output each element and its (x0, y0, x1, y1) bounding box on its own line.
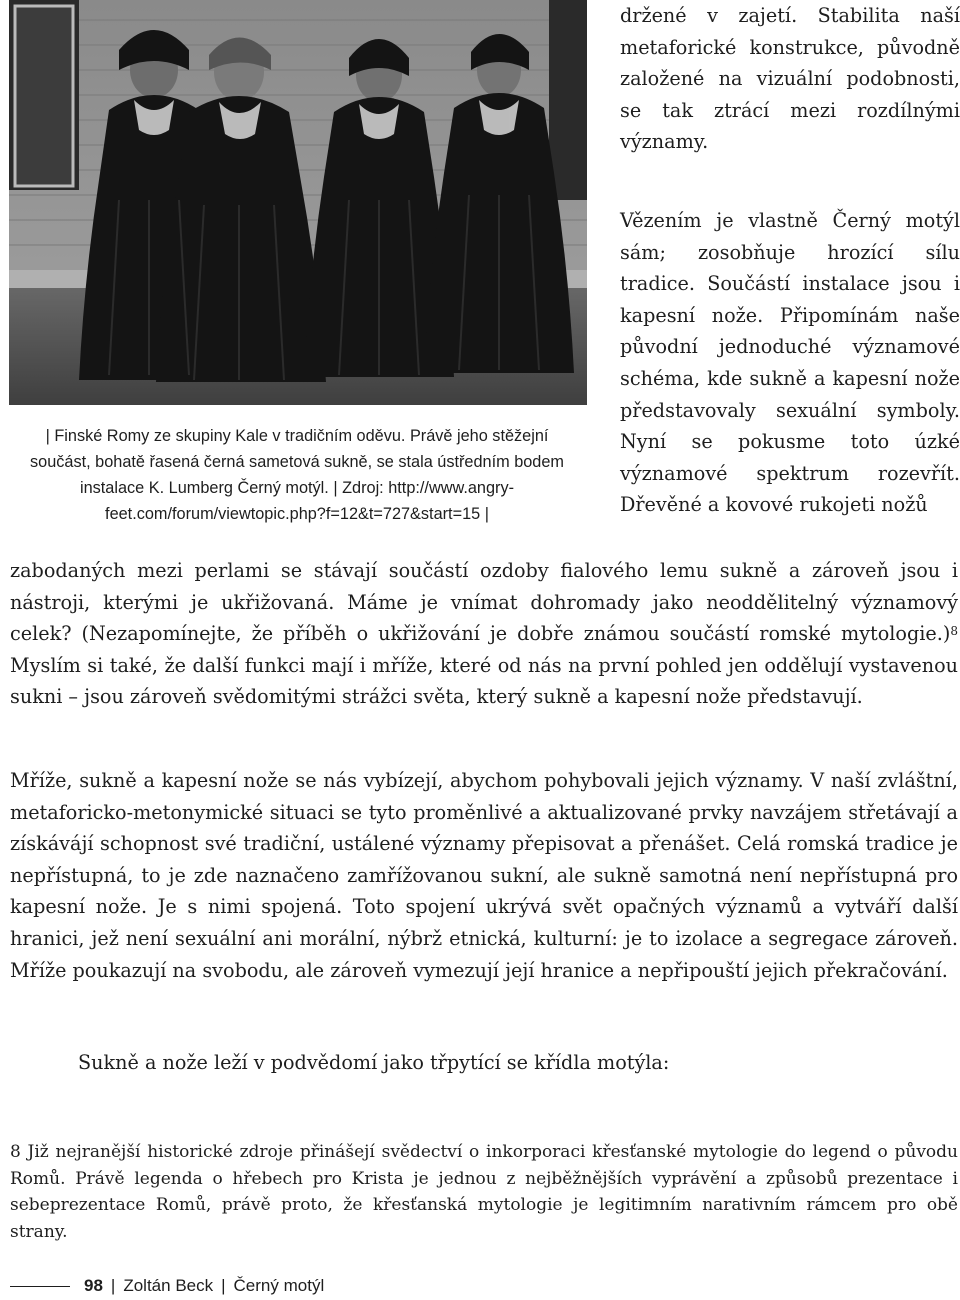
footnote: 8 Již nejranější historické zdroje přinášejí svědectví o inkorporaci křesťanské mytologie do legend o původu Romů. Právě legenda o hřebech pro Krista je jednou z nejběžnějších vyprávění a způsobů prezentace i sebeprezentace Romů, právě proto, že křesťanská mytologie je legitimním narativním rámcem pro obě strany. (10, 1142, 958, 1242)
paragraph-3: Sukně a nože leží v podvědomí jako třpytící se křídla motýla: (78, 1051, 670, 1074)
page-footer (10, 1272, 332, 1300)
footer-author: Zoltán Beck (123, 1276, 214, 1295)
footnote-reference: 8 (950, 624, 958, 639)
footer-rule (10, 1286, 70, 1287)
paragraph-1-text-b: Myslím si také, že další funkci mají i mříže, které od nás na první pohled jen oddělují vystavenou sukni – jsou zároveň svědomitými strážci světa, který sukně a kapesní nože představují. (10, 653, 958, 709)
footer-separator: | (110, 1276, 116, 1295)
photo-of-four-women-icon (9, 0, 587, 405)
photo-figure (9, 0, 587, 405)
column-text-top: držené v zajetí. Stabilita naší metaforické konstrukce, původně založené na vizuální podobnosti, se tak ztrácí mezi rozdílnými významy. (620, 4, 960, 154)
page-number: 98 (84, 1276, 103, 1295)
footer-separator-2: | (221, 1276, 226, 1295)
paragraph-2: Mříže, sukně a kapesní nože se nás vybízejí, abychom pohybovali jejich významy. V naší zvláštní, metaforicko-metonymické situaci se tyto proměnlivé a aktualizované prvky navzájem střetávají a získávájí schopnost své tradiční, ustálené významy přepisovat a přenášet. Celá romská tradice je nepřístupná, to je zde naznačeno zamřížovanou sukní, ale sukně samotná není nepřístupná pro kapesní nože. Je s nimi spojená. Toto spojení ukrývá svět opačných významů a vytváří další hranici, jež není sexuální ani morální, nýbrž etnická, kulturní: je to izolace a segregace zároveň. Mříže poukazují na svobodu, ale zároveň vymezují její hranice a nepřipouští jejich překračování. (10, 769, 958, 982)
footer-title: Černý motýl (233, 1276, 325, 1295)
paragraph-1-text-a: zabodaných mezi perlami se stávají součástí ozdoby fialového lemu sukně a zároveň jsou i nástroji, kterými je ukřižovaná. Máme je vnímat dohromady jako neoddělitelný významový celek? (Nezapomínejte, že příběh o ukřižování je dobře známou součástí romské mytologie.) (10, 559, 958, 646)
photo-caption: | Finské Romy ze skupiny Kale v tradičním oděvu. Právě jeho stěžejní součást, bohatě řasená černá sametová sukně, se stala ústředním bodem instalace K. Lumberg Černý motýl. | Zdroj: http://www.angry-feet.com/forum/viewtopic.php?f=12&t=727&start=15 | (30, 427, 564, 523)
paragraph-1 (10, 555, 958, 713)
column-text-middle: Vězením je vlastně Černý motýl sám; zosobňuje hrozící sílu tradice. Součástí instalace jsou i kapesní nože. Připomínám naše původní jednoduché významové schéma, kde sukně a kapesní nože představovaly sexuální symboly. Nyní se pokusme toto úzké významové spektrum rozevřít. Dřevěné a kovové rukojeti nožů (620, 209, 960, 517)
